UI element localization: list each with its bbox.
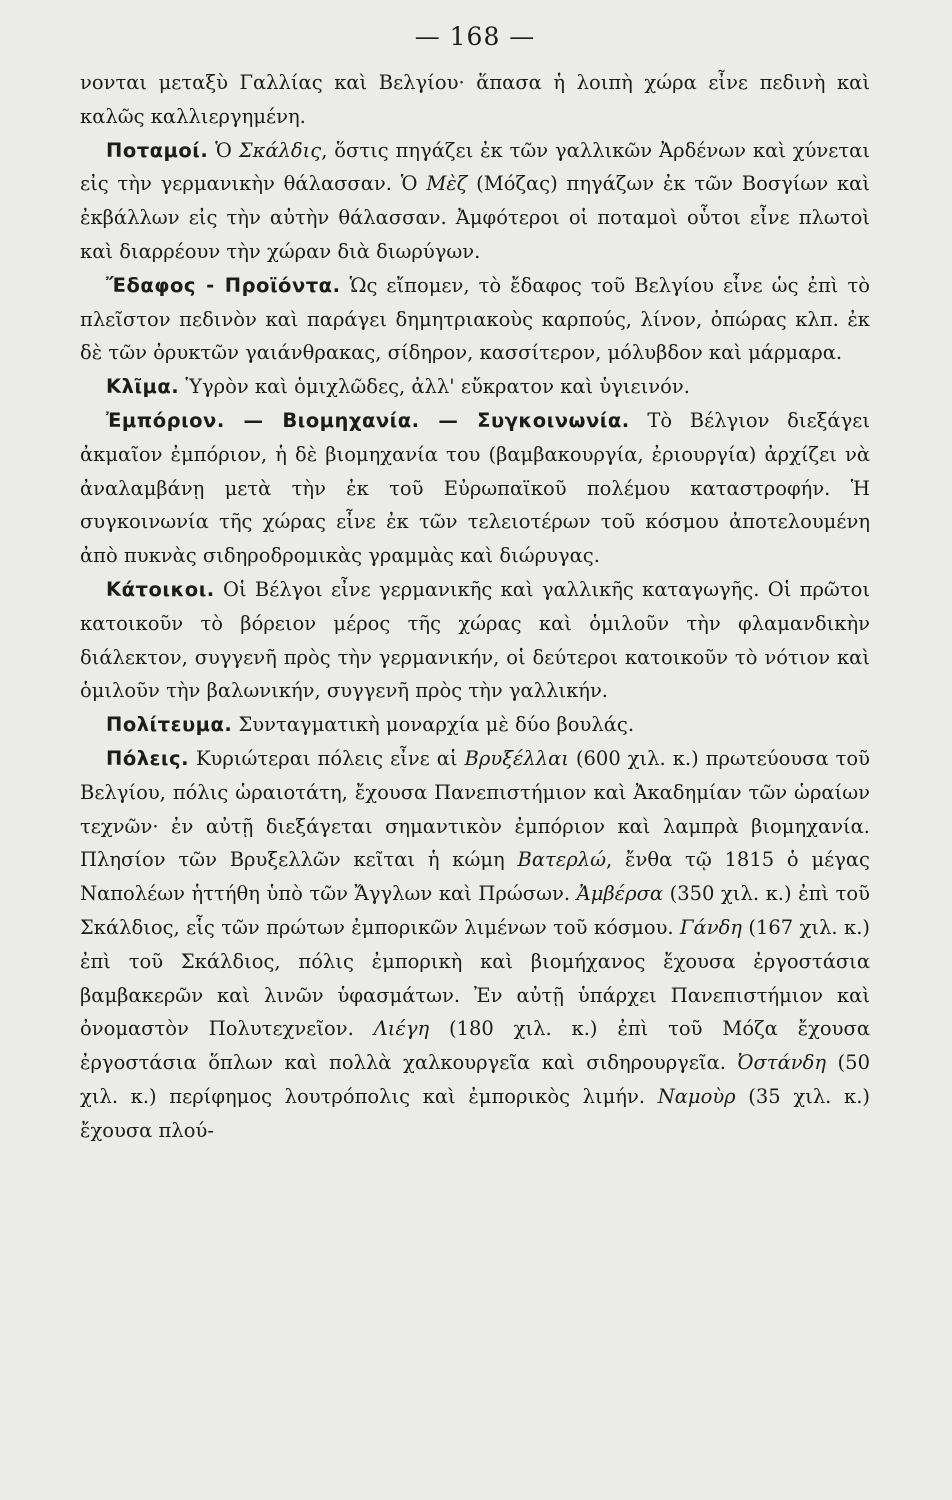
- paragraph-inhabitants: [80, 573, 870, 708]
- place-name: Μὲζ: [426, 172, 468, 196]
- body-text: Συνταγματικὴ μοναρχία μὲ δύο βουλάς.: [232, 713, 635, 737]
- section-heading: Κάτοικοι.: [106, 577, 215, 601]
- section-heading: Ποταμοί.: [106, 138, 209, 162]
- body-text: Οἱ Βέλγοι εἶνε γερμανικῆς καὶ γαλλικῆς καταγωγῆς. Οἱ πρῶτοι κατοικοῦν τὸ βόρειον μέρος τῆς χώρας καὶ ὁμιλοῦν τὴν φλαμανδικὴν διάλεκτον, συγγενῆ πρὸς τὴν γερμανικήν, οἱ δεύτεροι κατοικοῦν τὸ νότιον καὶ ὁμιλοῦν τὴν βαλωνικήν, συγγενῆ πρὸς τὴν γαλλικήν.: [80, 577, 870, 703]
- place-name: Λιέγη: [373, 1017, 430, 1041]
- paragraph-polity: [80, 708, 870, 742]
- place-name: Βρυξέλλαι: [464, 746, 569, 770]
- body-text: (350 χιλ. κ.) ἐπὶ τοῦ Σκάλδιος, εἷς τῶν πρώτων ἐμπορικῶν λιμένων τοῦ κόσμου.: [80, 882, 870, 939]
- body-text: Ὑγρὸν καὶ ὁμιχλῶδες, ἀλλ' εὔκρατον καὶ ὑγιεινόν.: [179, 375, 690, 399]
- section-heading: Πόλεις.: [106, 746, 189, 770]
- page-content: [80, 66, 870, 1148]
- book-page: [80, 22, 870, 1472]
- section-heading: Ἔδαφος - Προϊόντα.: [106, 273, 341, 297]
- paragraph-cities: [80, 742, 870, 1148]
- body-text: , ὅστις πηγάζει ἐκ τῶν γαλλικῶν Ἀρδένων καὶ χύνεται εἰς τὴν γερμανικὴν θάλασσαν. Ὁ: [80, 138, 870, 196]
- page-number: — 168 —: [414, 22, 536, 51]
- body-text: Ὁ: [208, 138, 239, 162]
- paragraph-rivers: [80, 134, 870, 269]
- place-name: Σκάλδις: [238, 138, 322, 162]
- place-name: Ὀστάνδη: [737, 1051, 827, 1075]
- place-name: Ἀμβέρσα: [576, 882, 664, 906]
- paragraph-soil: [80, 269, 870, 370]
- body-text: , ἔνθα τῷ 1815 ὁ μέγας Ναπολέων ἡττήθη ὑπὸ τῶν Ἄγγλων καὶ Πρώσων.: [80, 848, 870, 906]
- paragraph-climate: [80, 370, 870, 404]
- body-text: (Μόζας) πηγάζων ἐκ τῶν Βοσγίων καὶ ἐκβάλλων εἰς τὴν αὐτὴν θάλασσαν. Ἀμφότεροι οἱ ποταμοὶ οὗτοι εἶνε πλωτοὶ καὶ διαρρέουν τὴν χώραν διὰ διωρύγων.: [80, 172, 870, 263]
- section-heading: Κλῖμα.: [106, 375, 180, 399]
- section-heading: Πολίτευμα.: [106, 713, 233, 737]
- paragraph-intro: [80, 66, 870, 134]
- place-name: Γάνδη: [680, 915, 742, 939]
- section-heading: Ἐμπόριον. — Βιομηχανία. — Συγκοινωνία.: [106, 408, 630, 432]
- body-text: (35 χιλ. κ.) ἔχουσα πλού-: [80, 1084, 871, 1142]
- body-text: (167 χιλ. κ.) ἐπὶ τοῦ Σκάλδιος, πόλις ἐμπορικὴ καὶ βιομήχανος ἔχουσα ἐργοστάσια βαμβακερῶν καὶ λινῶν ὑφασμάτων. Ἐν αὐτῇ ὑπάρχει Πανεπιστήμιον καὶ ὀνομαστὸν Πολυτεχνεῖον.: [80, 915, 871, 1041]
- place-name: Ναμοὺρ: [657, 1084, 736, 1108]
- place-name: Βατερλώ: [517, 848, 607, 872]
- body-text: Ὡς εἴπομεν, τὸ ἔδαφος τοῦ Βελγίου εἶνε ὡς ἐπὶ τὸ πλεῖστον πεδινὸν καὶ παράγει δημητριακοὺς καρπούς, λίνον, ὀπώρας κλπ. ἐκ δὲ τῶν ὀρυκτῶν γαιάνθρακας, σίδηρον, κασσίτερον, μόλυβδον καὶ μάρμαρα.: [80, 273, 870, 365]
- paragraph-trade: [80, 404, 870, 573]
- body-text: (180 χιλ. κ.) ἐπὶ τοῦ Μόζα ἔχουσα ἐργοστάσια ὅπλων καὶ πολλὰ χαλκουργεῖα καὶ σιδηρουργεῖα.: [80, 1017, 870, 1075]
- body-text: Κυριώτεραι πόλεις εἶνε αἱ: [188, 746, 465, 770]
- body-text: Τὸ Βέλγιον διεξάγει ἀκμαῖον ἐμπόριον, ἡ δὲ βιομηχανία του (βαμβακουργία, ἐριουργία) ἀρχίζει νὰ ἀναλαμβάνῃ μετὰ τὴν ἐκ τοῦ Εὐρωπαϊκοῦ πολέμου καταστροφήν. Ἡ συγκοινωνία τῆς χώρας εἶνε ἐκ τῶν τελειοτέρων τοῦ κόσμου ἀποτελουμένη ἀπὸ πυκνὰς σιδηροδρομικὰς γραμμὰς καὶ διώρυγας.: [80, 408, 870, 568]
- body-text: νονται μεταξὺ Γαλλίας καὶ Βελγίου· ἅπασα ἡ λοιπὴ χώρα εἶνε πεδινὴ καὶ καλῶς καλλιεργημένη.: [80, 71, 870, 128]
- body-text: (50 χιλ. κ.) περίφημος λουτρόπολις καὶ ἐμπορικὸς λιμήν.: [80, 1051, 870, 1108]
- body-text: (600 χιλ. κ.) πρωτεύουσα τοῦ Βελγίου, πόλις ὡραιοτάτη, ἔχουσα Πανεπιστήμιον καὶ Ἀκαδημίαν τῶν ὡραίων τεχνῶν· ἐν αὐτῇ διεξάγεται σημαντικὸν ἐμπόριον καὶ λαμπρὰ βιομηχανία. Πλησίον τῶν Βρυξελλῶν κεῖται ἡ κώμη: [80, 746, 871, 872]
